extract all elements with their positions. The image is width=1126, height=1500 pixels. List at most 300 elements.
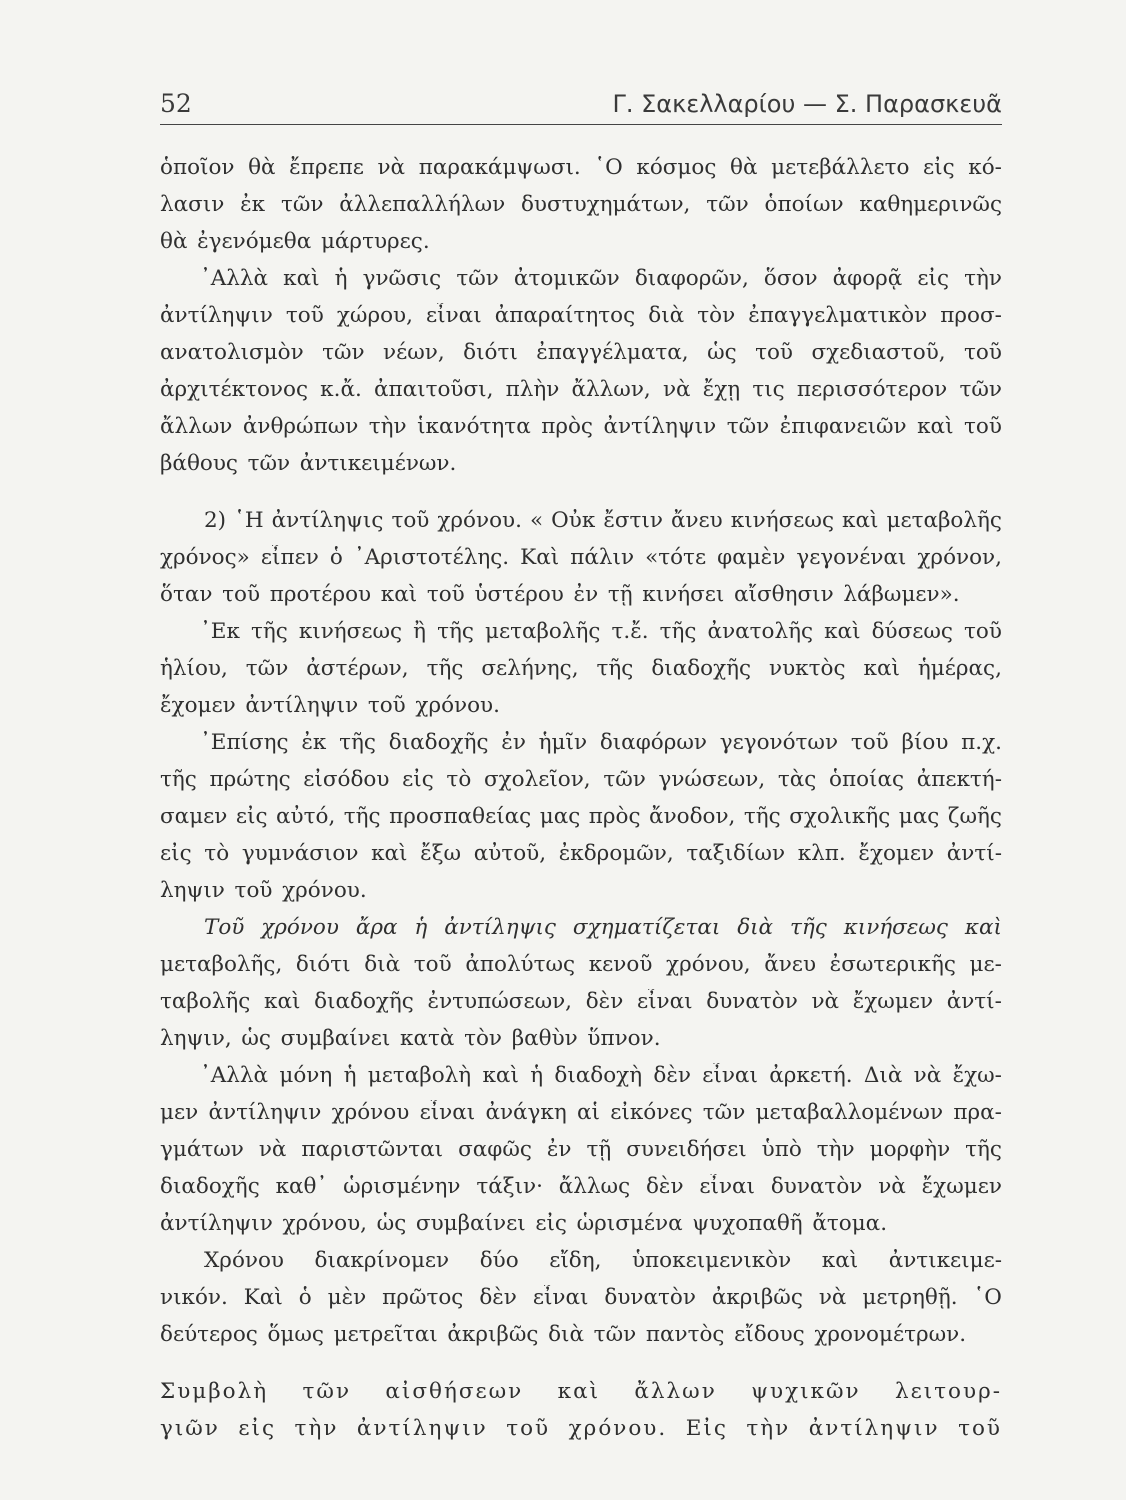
word: λασιν: [160, 192, 225, 217]
word: ἐπιφανειῶν: [779, 414, 907, 439]
word: τοῦ: [506, 1416, 551, 1441]
text-line: [160, 693, 1002, 730]
text-line: [160, 340, 1002, 377]
paragraph-gap: [160, 488, 1002, 508]
word: καὶ: [264, 989, 301, 1014]
word: διαδοχῆς: [160, 1174, 260, 1199]
word: μετρεῖται: [333, 1322, 438, 1347]
word: πρὸς: [588, 804, 641, 829]
word: ἐν: [501, 730, 526, 755]
word: ἀρχιτέκτονος: [160, 377, 308, 402]
word: δυνατὸν: [604, 1285, 696, 1310]
text-line: [160, 414, 1002, 451]
word: γεγονέναι: [796, 545, 907, 570]
word: τῇ: [586, 1137, 612, 1162]
word: ἀντίληψις: [444, 915, 556, 940]
word: τῶν: [702, 1100, 746, 1125]
text-line: [160, 377, 1002, 414]
word: δύο: [479, 1248, 519, 1273]
word: βίου: [901, 730, 949, 755]
word: χρόνου.: [282, 878, 367, 903]
word: σαφῶς: [458, 1137, 532, 1162]
word: εἶναι: [636, 989, 693, 1014]
word: τῆς: [250, 619, 288, 644]
word: ἔχωμεν: [852, 989, 934, 1014]
word: τάξιν·: [476, 1174, 543, 1199]
word: δὲν: [645, 1174, 684, 1199]
word: τῶν: [456, 266, 499, 291]
word: ἄλλων: [160, 414, 233, 439]
word: καθ᾿: [275, 1174, 328, 1199]
word: καὶ: [371, 841, 408, 866]
word: τῆς: [659, 619, 697, 644]
text-line: [160, 1174, 1002, 1211]
word: μας: [898, 804, 940, 829]
word: ῾Ο: [973, 1285, 1002, 1310]
word: τοῦ: [958, 1416, 1002, 1441]
word: διαδοχὴ: [554, 1063, 643, 1088]
word: ὅταν: [160, 582, 213, 607]
word: διαδοχῆς: [651, 656, 752, 681]
word: ὅμως: [267, 1322, 324, 1347]
word: ταβολῆς: [160, 989, 251, 1014]
word: ᾿Αλλὰ: [200, 1063, 269, 1088]
word: ἱκανότητα: [417, 414, 531, 439]
word: ἐκ: [301, 730, 327, 755]
word: γνῶσις: [362, 266, 442, 291]
word: ἀρκετή.: [769, 1063, 853, 1088]
word: αἰσθήσεων: [385, 1379, 524, 1404]
word: εἰς: [402, 767, 434, 792]
word: περισσότερον: [796, 377, 948, 402]
word: ἐκδρομῶν,: [558, 841, 674, 866]
word: παρακάμψωσι.: [418, 155, 581, 180]
word: χρόνου.: [437, 508, 522, 533]
word: τῶν: [302, 1379, 352, 1404]
word: δυνατὸν: [770, 1174, 863, 1199]
text-line: [160, 1100, 1002, 1137]
word: εἰς: [917, 266, 950, 291]
word: τοῦ: [850, 730, 889, 755]
word: πρα-: [953, 1100, 1002, 1125]
word: ἄλλων: [634, 1379, 717, 1404]
text-line: [160, 545, 1002, 582]
word: αἴσθησιν: [734, 582, 834, 607]
word: γιῶν: [160, 1416, 220, 1441]
word: πρὸς: [541, 414, 593, 439]
word: τῆς: [596, 656, 634, 681]
word: ἐπαγγελματικὸν: [748, 303, 928, 328]
word: τὴν: [816, 1137, 855, 1162]
word: ληψιν: [160, 878, 225, 903]
word: τοῦ: [391, 508, 430, 533]
word: λάβωμεν».: [843, 582, 960, 607]
word: τῆς: [789, 915, 827, 940]
word: νυκτὸς: [769, 656, 846, 681]
word: ταξιδίων: [686, 841, 786, 866]
word: 2): [204, 508, 227, 533]
word: λειτουρ-: [894, 1379, 1002, 1404]
word: ὡς: [241, 1026, 271, 1051]
word: τῶν: [726, 414, 770, 439]
word: τὸν: [464, 1026, 503, 1051]
word: ἔχομεν: [160, 693, 236, 718]
word: ἐντυπώσεων,: [427, 989, 573, 1014]
word: πρώτης: [209, 767, 291, 792]
word: χρόνου,: [282, 1211, 367, 1236]
text-line: [160, 155, 1002, 192]
text-line: [160, 1379, 1002, 1416]
word: ῾Ο: [594, 155, 623, 180]
page-number: 52: [160, 89, 192, 118]
word: εἰς: [535, 1211, 567, 1236]
text-line: [160, 656, 1002, 693]
word: ἀνατολῆς: [707, 619, 814, 644]
word: μας: [539, 804, 581, 829]
word: νὰ: [258, 1137, 287, 1162]
word: ὡρισμένα: [576, 1211, 683, 1236]
word: σχηματίζεται: [572, 915, 721, 940]
word: τοῦ: [367, 693, 406, 718]
word: ἄρα: [355, 915, 398, 940]
word: ἡ: [343, 1063, 357, 1088]
word: ὅσον: [763, 266, 818, 291]
word: ἀντίληψιν: [160, 303, 273, 328]
word: νὰ: [913, 1063, 942, 1088]
word: ἀλλεπαλλήλων: [339, 192, 506, 217]
word: ἄνευ: [764, 952, 817, 977]
word: Διὰ: [863, 1063, 903, 1088]
word: πλὴν: [505, 377, 560, 402]
word: μεταβολῆς: [886, 508, 1002, 533]
word: παντὸς: [645, 1322, 725, 1347]
word: κόσμος: [636, 155, 717, 180]
word: φαμὲν: [717, 545, 786, 570]
word: ἀπαραίτητος: [494, 303, 636, 328]
word: κλπ.: [797, 841, 846, 866]
word: ἀκριβῶς: [711, 1285, 803, 1310]
word: ἀνθρώπων: [242, 414, 359, 439]
word: δυνατὸν: [706, 989, 798, 1014]
word: μεταβολῆς,: [160, 952, 283, 977]
word: διὰ: [364, 952, 401, 977]
word: ἀπεκτή-: [916, 767, 1002, 792]
word: χρόνος»: [160, 545, 250, 570]
word: δὲν: [653, 1063, 691, 1088]
text-line: [160, 619, 1002, 656]
word: εἶναι: [426, 303, 482, 328]
word: τοῦ: [963, 414, 1002, 439]
word: τῶν: [245, 656, 289, 681]
text-line: [160, 878, 1002, 915]
paragraph-gap: [160, 1359, 1002, 1379]
word: τοῦ: [755, 340, 793, 365]
word: καθημερινῶς: [859, 192, 1002, 217]
word: δυστυχημάτων,: [520, 192, 691, 217]
word: ἔχομεν: [858, 841, 935, 866]
word: ἀντί-: [946, 841, 1002, 866]
word: γμάτων: [160, 1137, 244, 1162]
word: ᾿Εκ: [200, 619, 240, 644]
text-line: [160, 451, 1002, 488]
word: ῾Η: [234, 508, 264, 533]
text-line: [160, 1063, 1002, 1100]
word: θὰ: [160, 229, 188, 254]
word: ἡμῖν: [538, 730, 588, 755]
word: ἀστέρων,: [306, 656, 409, 681]
word: διὰ: [648, 303, 685, 328]
word: αὐτό,: [276, 804, 336, 829]
running-head: Γ. Σακελλαρίου — Σ. Παρασκευᾶ: [612, 90, 1002, 118]
word: διότι: [295, 952, 351, 977]
word: ανατολισμὸν: [160, 340, 304, 365]
word: τοῦ: [413, 952, 452, 977]
word: ἀπαιτοῦσι,: [373, 377, 494, 402]
word: μόνη: [279, 1063, 333, 1088]
word: ἀντικειμε-: [888, 1248, 1002, 1273]
word: μεταβαλλομένων: [755, 1100, 944, 1125]
word: τὸ: [204, 841, 230, 866]
word: εἰσόδου: [303, 767, 390, 792]
word: ἀντίληψιν: [603, 414, 717, 439]
word: ἔξω: [420, 841, 462, 866]
word: καὶ: [380, 582, 418, 607]
word: ἡ: [334, 266, 348, 291]
word: γνώσεων,: [658, 767, 766, 792]
word: τ.ἔ.: [611, 619, 649, 644]
word: Χρόνου: [204, 1248, 284, 1273]
text-line: [160, 952, 1002, 989]
word: δεύτερος: [160, 1322, 258, 1347]
word: ἔπρεπε: [289, 155, 364, 180]
text-line: [160, 508, 1002, 545]
word: καὶ: [964, 915, 1002, 940]
word: ἄνευ: [670, 508, 723, 533]
word: κατὰ: [400, 1026, 455, 1051]
word: ὁ: [329, 545, 343, 570]
word: χρόνον,: [917, 545, 1002, 570]
word: ἀντίληψιν: [245, 693, 359, 718]
word: μεταβολῆς: [484, 619, 601, 644]
word: ἀντίληψιν: [160, 1211, 273, 1236]
word: τῆς: [426, 656, 464, 681]
word: ὡρισμένην: [343, 1174, 461, 1199]
word: παριστῶνται: [301, 1137, 444, 1162]
word: κό-: [968, 155, 1002, 180]
word: εἰς: [923, 155, 955, 180]
page-header: [160, 88, 1002, 125]
word: ᾿Αριστοτέλης.: [353, 545, 510, 570]
word: καὶ: [821, 1248, 859, 1273]
word: τὸ: [446, 767, 472, 792]
word: μετρηθῇ.: [862, 1285, 958, 1310]
word: ᾿Αλλὰ: [200, 266, 269, 291]
word: χρόνου.: [568, 1416, 668, 1441]
word: γεγονότων: [719, 730, 839, 755]
word: ᾿Επίσης: [200, 730, 289, 755]
word: δὲν: [479, 1285, 517, 1310]
word: προτέρου: [269, 582, 372, 607]
word: ὡς: [376, 1211, 407, 1236]
text-line: [160, 915, 1002, 952]
word: χρόνου: [331, 1100, 410, 1125]
word: τις: [752, 377, 785, 402]
word: ὁ: [298, 1285, 312, 1310]
word: διακρίνομεν: [314, 1248, 450, 1273]
word: σαμεν: [160, 804, 228, 829]
word: νὰ: [377, 155, 406, 180]
word: διαφόρων: [599, 730, 707, 755]
word: διὰ: [548, 1322, 584, 1347]
word: εἴδους: [734, 1322, 805, 1347]
word: εἶναι: [532, 1285, 589, 1310]
word: ἡ: [414, 915, 428, 940]
word: κ.ἄ.: [320, 377, 362, 402]
word: ἔχῃ: [702, 377, 741, 402]
text-line: [160, 1211, 1002, 1248]
word: εἰς: [160, 841, 192, 866]
word: νικόν.: [160, 1285, 228, 1310]
word: εἰς: [238, 1416, 277, 1441]
word: Καὶ: [243, 1285, 283, 1310]
text-line: [160, 1137, 1002, 1174]
word: γυμνάσιον: [241, 841, 359, 866]
word: Οὐκ: [551, 508, 596, 533]
word: ἀτομικῶν: [513, 266, 620, 291]
word: ὁποίων: [764, 192, 844, 217]
word: ἀπολύτως: [465, 952, 576, 977]
word: ἐν: [546, 1137, 572, 1162]
text-line: [160, 1416, 1002, 1453]
word: κινήσεως: [843, 915, 948, 940]
word: «τότε: [645, 545, 707, 570]
word: διαδοχῆς: [388, 730, 489, 755]
word: ἀνάγκη: [485, 1100, 567, 1125]
word: τῇ: [607, 582, 633, 607]
word: ἐγενόμεθα: [197, 229, 312, 254]
word: τὰς: [777, 767, 817, 792]
word: μετεβάλλετο: [771, 155, 910, 180]
word: συνειδήσει: [626, 1137, 747, 1162]
word: με-: [969, 952, 1002, 977]
word: τῶν: [706, 192, 749, 217]
word: ἡ: [530, 1063, 544, 1088]
word: τῶν: [959, 377, 1002, 402]
word: Εἰς: [685, 1416, 728, 1441]
word: κενοῦ: [588, 952, 653, 977]
word: ὑστέρου: [474, 582, 564, 607]
word: εἶναι: [419, 1100, 476, 1125]
word: θὰ: [730, 155, 758, 180]
word: τῆς: [339, 730, 376, 755]
word: μάρτυρες.: [320, 229, 430, 254]
word: νὰ: [878, 1174, 906, 1199]
word: καὶ: [842, 508, 879, 533]
word: βάθους: [160, 451, 238, 476]
word: κινήσεως: [298, 619, 403, 644]
word: ἀντίληψιν: [356, 1416, 488, 1441]
text-line: [160, 266, 1002, 303]
word: ἡλίου,: [160, 656, 228, 681]
word: καὶ: [482, 1063, 519, 1088]
text-line: [160, 1285, 1002, 1322]
word: τοῦ: [964, 340, 1002, 365]
word: διότι: [463, 340, 518, 365]
word: νέων,: [383, 340, 445, 365]
word: διαφορῶν,: [634, 266, 749, 291]
word: τῆς: [160, 767, 197, 792]
word: ἄνοδον,: [649, 804, 736, 829]
word: εἶναι: [699, 1174, 755, 1199]
word: ἀντίληψιν: [208, 1100, 322, 1125]
text-line: [160, 730, 1002, 767]
word: κινήσει: [642, 582, 725, 607]
word: ἔχω-: [952, 1063, 1002, 1088]
word: τῆς: [343, 804, 381, 829]
word: ἀκριβῶς: [447, 1322, 539, 1347]
word: μεταβολὴ: [367, 1063, 472, 1088]
word: τοῦ: [285, 303, 324, 328]
word: εἶναι: [702, 1063, 758, 1088]
word: συμβαίνει: [415, 1211, 526, 1236]
word: τῆς: [743, 804, 781, 829]
text-line: [160, 1026, 1002, 1063]
word: τοῦ: [964, 619, 1002, 644]
word: ἄτομα.: [812, 1211, 888, 1236]
word: ἀντί-: [946, 989, 1002, 1014]
text-line: [160, 303, 1002, 340]
word: Συμβολὴ: [160, 1379, 269, 1404]
word: ὡς: [707, 340, 737, 365]
word: καὶ: [557, 1379, 601, 1404]
word: μὲν: [327, 1285, 367, 1310]
word: τὴν: [964, 266, 1002, 291]
word: δύσεως: [871, 619, 953, 644]
word: τὴν: [294, 1416, 339, 1441]
word: ἀντικειμένων.: [299, 451, 457, 476]
word: διαδοχῆς: [314, 989, 414, 1014]
text-line: [160, 989, 1002, 1026]
word: τοῦ: [234, 878, 273, 903]
word: τῶν: [280, 192, 324, 217]
word: ληψιν,: [160, 1026, 232, 1051]
word: χρόνου: [261, 915, 339, 940]
word: π.χ.: [961, 730, 1002, 755]
word: τὸν: [697, 303, 736, 328]
word: χρονομέτρων.: [814, 1322, 967, 1347]
word: καὶ: [863, 656, 900, 681]
word: τῶν: [247, 451, 291, 476]
word: πάλιν: [570, 545, 635, 570]
word: τῶν: [593, 1322, 637, 1347]
word: ἀντίληψιν: [808, 1416, 940, 1441]
word: τὴν: [368, 414, 407, 439]
word: τῆς: [437, 619, 474, 644]
word: ὁποίας: [829, 767, 905, 792]
word: νὰ: [662, 377, 691, 402]
word: σχεδιαστοῦ,: [811, 340, 946, 365]
word: προσπαθείας: [389, 804, 532, 829]
word: ἐσωτερικῆς: [829, 952, 956, 977]
word: ὁποῖον: [160, 155, 235, 180]
word: τοῦ: [222, 582, 261, 607]
word: καὶ: [824, 619, 861, 644]
text-line: [160, 582, 1002, 619]
word: Καὶ: [520, 545, 560, 570]
word: ἢ: [413, 619, 427, 644]
word: χρόνου.: [415, 693, 500, 718]
word: ἐκ: [240, 192, 266, 217]
